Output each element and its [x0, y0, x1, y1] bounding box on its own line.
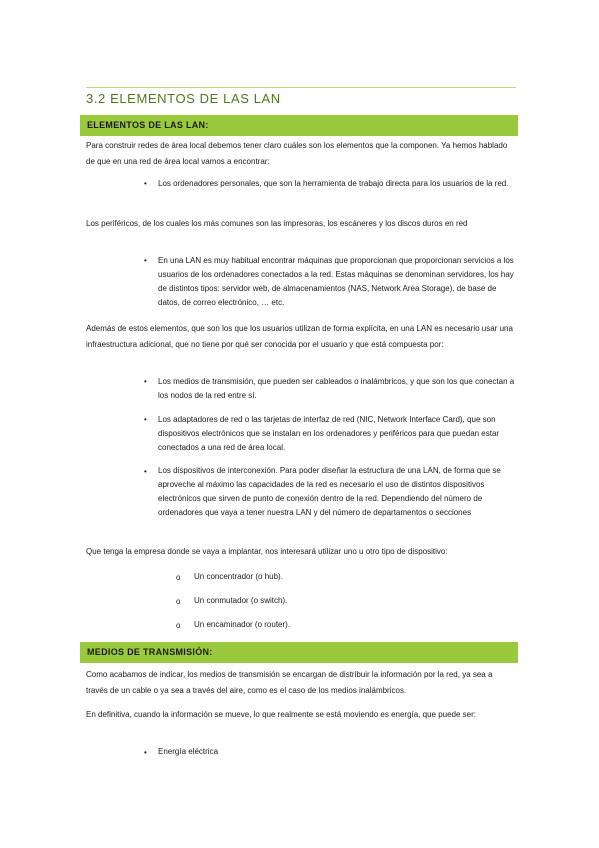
circle-bullet-icon: o: [176, 573, 181, 582]
bullet-icon: •: [144, 256, 147, 265]
bullet-icon: •: [144, 377, 147, 386]
paragraph-energia: En definitiva, cuando la información se mueve, lo que realmente se está moviendo es energía, que puede ser:: [86, 710, 477, 719]
paragraph-infraestructura: Además de estos elementos, que son los que los usuarios utilizan de forma explícita, en una LAN es necesario usar una infraestructura adicional, que no tiene por qué ser conocida por el usuario y que está compuesta por:: [86, 324, 513, 349]
bullet-icon: •: [144, 415, 147, 424]
bullet-item-ordenadores: Los ordenadores personales, que son la herramienta de trabajo directa para los usuarios de la red.: [158, 179, 509, 188]
circle-bullet-icon: o: [176, 597, 181, 606]
heading-rule: [86, 87, 516, 88]
bullet-icon: •: [144, 748, 147, 757]
section-heading: 3.2 ELEMENTOS DE LAS LAN: [86, 91, 281, 106]
bullet-icon: •: [144, 467, 147, 476]
paragraph-dispositivos: Que tenga la empresa donde se vaya a implantar, nos interesará utilizar uno u otro tipo de dispositivo:: [86, 547, 448, 556]
sub-item-switch: Un conmutador (o switch).: [194, 596, 288, 605]
bullet-item-servidores: En una LAN es muy habitual encontrar máquinas que proporcionan que proporcionan servicios a los usuarios de los ordenadores conectados a la red. Estas máquinas se denominan servidores, los hay de distintos tipos: servidor web, de almacenamientos (NAS, Network Area Storage), de base de datos, de correo electrónico, … etc.: [158, 256, 514, 307]
paragraph-medios: Como acabamos de indicar, los medios de transmisión se encargan de distribuir la información por la red, ya sea a través de un cable o ya sea a través del aire, como es el caso de los medios inalámbricos.: [86, 670, 493, 695]
section-bar-elementos: [80, 115, 518, 136]
section-bar-label: ELEMENTOS DE LAS LAN:: [87, 120, 209, 130]
bullet-item-adaptadores: Los adaptadores de red o las tarjetas de interfaz de red (NIC, Network Interface Card), que son dispositivos electrónicos que se instalan en los ordenadores y periféricos para que puedan estar conectados a una red de área local.: [158, 415, 500, 452]
bullet-item-energia-electrica: Energía eléctrica: [158, 747, 219, 756]
sub-item-hub: Un concentrador (o hub).: [194, 572, 283, 581]
circle-bullet-icon: o: [176, 621, 181, 630]
bullet-icon: •: [144, 179, 147, 188]
sub-item-router: Un encaminador (o router).: [194, 620, 291, 629]
bullet-item-medios: Los medios de transmisión, que pueden ser cableados o inalámbricos, y que son los que conectan a los nodos de la red entre sí.: [158, 377, 515, 400]
section-bar-medios: [80, 642, 518, 663]
section-bar-label: MEDIOS DE TRANSMISIÓN:: [87, 647, 213, 657]
bullet-item-interconexion: Los dispositivos de interconexión. Para poder diseñar la estructura de una LAN, de forma que se aproveche al máximo las capacidades de la red es necesario el uso de distintos dispositivos electrónicos que sirven de punto de conexión dentro de la red. Dependiendo del número de ordenadores que vaya a tener nuestra LAN y del número de departamentos o secciones: [158, 466, 501, 517]
paragraph-perifericos: Los periféricos, de los cuales los más comunes son las impresoras, los escáneres y los discos duros en red: [86, 219, 468, 228]
paragraph-intro: Para construir redes de área local debemos tener claro cuáles son los elementos que la componen. Ya hemos hablado de que en una red de área local vamos a encontrar:: [86, 141, 508, 166]
